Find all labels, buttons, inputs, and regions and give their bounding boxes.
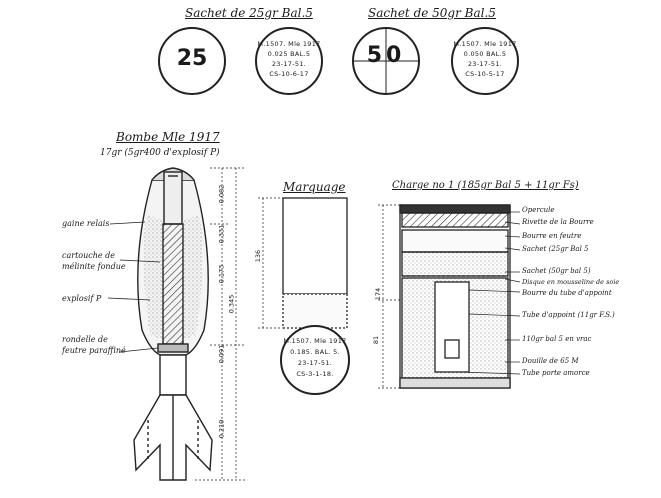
bomb-dim-2: 0.173 (217, 264, 226, 284)
charge-label-5: Sachet (50gr bal 5) (522, 267, 591, 275)
stamp-50-line-1: M.1507. Mle 1917 (453, 40, 517, 48)
charge-dim-2: 81 (372, 335, 381, 345)
sachet-25-number: 25 (176, 46, 208, 71)
sachet-50-layer (402, 252, 508, 276)
stamp-25-line-2: 0.025 BAL.5 (267, 50, 311, 58)
marquage-band (283, 294, 347, 328)
charge-label-3: Bourre en feutre (522, 232, 582, 240)
marquage-stamp-circle (280, 325, 350, 395)
bomb-dim-3: 0.331 (217, 224, 226, 244)
charge-dim-1: 174 (374, 287, 383, 301)
charge-label-1: Opercule (522, 206, 555, 214)
bourre-feutre (402, 213, 508, 227)
stamp-50-line-4: CS-10-5-17 (465, 70, 505, 78)
melinite-cartridge (163, 224, 183, 344)
stamp-marquage-line-2: 0.185. BAL. 5. (290, 348, 340, 356)
charge-title: Charge no 1 (185gr Bal 5 + 11gr Fs) (392, 180, 579, 191)
charge-label-11: Tube porte amorce (522, 369, 590, 377)
label-gaine-relais: gaine relais (62, 219, 110, 228)
bomb-dim-1: 0.082 (217, 184, 226, 204)
gaine-relais (164, 172, 182, 224)
marquage-dim: 136 (254, 249, 263, 263)
stamp-marquage-line-1: M.1507. Mle 1917 (283, 337, 347, 345)
stamp-25-line-3: 23-17-51. (271, 60, 307, 68)
charge-drawing (378, 205, 520, 388)
bombe-title: Bombe Mle 1917 (116, 130, 220, 144)
sachet-25-title: Sachet de 25gr Bal.5 (185, 6, 313, 20)
label-explosif-p: explosif P (62, 294, 102, 303)
charge-label-9: 110gr bal 5 en vrac (522, 335, 592, 343)
marquage-tube (283, 198, 347, 294)
opercule (400, 205, 510, 213)
bomb-dim-4: 0.345 (227, 294, 236, 314)
charge-label-10: Douille de 65 M (522, 357, 579, 365)
sachet-50-title: Sachet de 50gr Bal.5 (368, 6, 496, 20)
sachet-25-layer (402, 230, 508, 252)
bomb-dim-5: 0.091 (217, 344, 226, 364)
charge-label-8: Tube d'appoint (11gr F.S.) (522, 311, 615, 319)
charge-label-4: Sachet (25gr Bal 5 (522, 245, 589, 253)
stamp-marquage-line-4: CS-3-1-18. (296, 370, 334, 378)
bombe-subtitle: 17gr (5gr400 d'explosif P) (100, 148, 220, 158)
label-melinite: mélinite fondue (62, 262, 126, 271)
charge-label-7: Bourre du tube d'appoint (522, 289, 612, 297)
marquage-drawing (258, 198, 347, 328)
charge-label-6: Disque en mousseline de soie (522, 278, 620, 286)
marquage-title: Marquage (283, 180, 346, 194)
sachet-50-number: 50 (366, 43, 406, 68)
sachet-50-cross (354, 29, 418, 93)
stamp-25-line-1: M.1507. Mle 1917 (257, 40, 321, 48)
stamp-25-line-4: CS-10-6-17 (269, 70, 309, 78)
label-feutre: feutre paraffiné (62, 346, 126, 355)
stamp-50-line-3: 23-17-51. (467, 60, 503, 68)
felt-washer (158, 344, 188, 352)
tube-porte-amorce (445, 340, 459, 358)
stamp-50-line-2: 0.050 BAL.5 (463, 50, 507, 58)
douille-base (400, 378, 510, 388)
bomb-dim-6: 0.210 (217, 419, 226, 439)
stamp-marquage-line-3: 23-17-51. (297, 359, 333, 367)
label-rondelle: rondelle de (62, 335, 108, 344)
charge-label-2: Rivette de la Bourre (522, 218, 594, 226)
label-cartouche: cartouche de (62, 251, 116, 260)
bomb-tail-tube (160, 355, 186, 395)
